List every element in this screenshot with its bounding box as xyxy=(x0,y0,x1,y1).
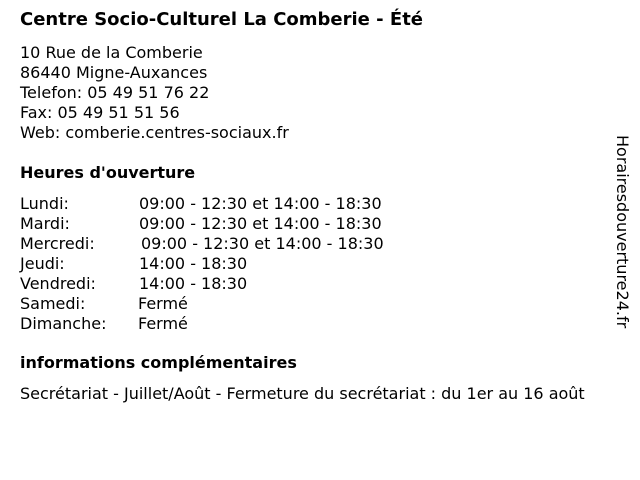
day-label: Mercredi: xyxy=(20,234,95,253)
time-value: 09:00 - 12:30 et 14:00 - 18:30 xyxy=(141,234,384,253)
info-text: Secrétariat - Juillet/Août - Fermeture du secrétariat : du 1er au 16 août xyxy=(20,384,585,403)
address-block xyxy=(20,43,289,143)
hours-heading: Heures d'ouverture xyxy=(20,163,196,182)
day-label: Dimanche: xyxy=(20,314,107,333)
phone-number: Telefon: 05 49 51 76 22 xyxy=(20,83,210,102)
day-label: Samedi: xyxy=(20,294,86,313)
time-value: 14:00 - 18:30 xyxy=(139,254,248,273)
day-label: Jeudi: xyxy=(20,254,65,273)
day-label: Vendredi: xyxy=(20,274,96,293)
time-value: 09:00 - 12:30 et 14:00 - 18:30 xyxy=(139,194,382,213)
time-value: 14:00 - 18:30 xyxy=(139,274,248,293)
info-heading: informations complémentaires xyxy=(20,353,297,372)
brand-watermark: Horairesdouverture24.fr xyxy=(613,135,632,329)
time-value: Fermé xyxy=(138,314,188,333)
city-address: 86440 Migne-Auxances xyxy=(20,63,208,82)
website: Web: comberie.centres-sociaux.fr xyxy=(20,123,289,142)
day-label: Lundi: xyxy=(20,194,69,213)
day-label: Mardi: xyxy=(20,214,70,233)
page-title: Centre Socio-Culturel La Comberie - Été xyxy=(20,9,424,30)
fax-number: Fax: 05 49 51 51 56 xyxy=(20,103,180,122)
time-value: Fermé xyxy=(138,294,188,313)
time-value: 09:00 - 12:30 et 14:00 - 18:30 xyxy=(139,214,382,233)
street-address: 10 Rue de la Comberie xyxy=(20,43,203,62)
